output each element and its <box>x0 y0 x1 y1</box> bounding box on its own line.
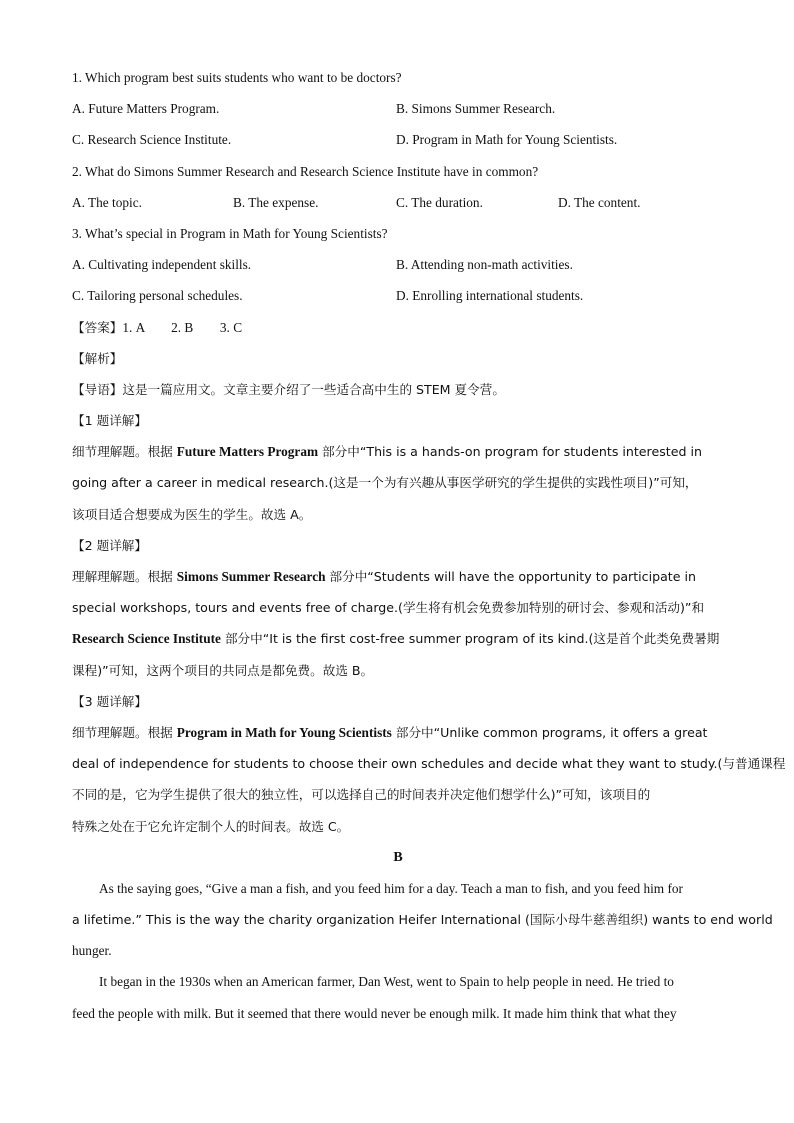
q1-detail-line-3: 该项目适合想要成为医生的学生。故选 A。 <box>72 506 312 522</box>
question-1-stem: 1. Which program best suits students who want to be doctors? <box>72 70 402 85</box>
q2-detail-line-1 <box>72 561 724 592</box>
question-3-option-d: D. Enrolling international students. <box>396 288 584 304</box>
q1-detail-line-1 <box>72 436 724 467</box>
q2-detail-line-4: 课程)”可知，这两个项目的共同点是都免费。故选 B。 <box>72 662 374 678</box>
q2-detail-line-2: special workshops, tours and events free of charge.(学生将有机会免费参加特别的研讨会、参观和活动)”和 <box>72 600 705 616</box>
question-2-stem: 2. What do Simons Summer Research and Research Science Institute have in common? <box>72 163 539 179</box>
answer-line <box>72 312 724 343</box>
q3-detail-quote: 部分中“Unlike common programs, it offers a great <box>391 724 708 740</box>
question-1-option-d: D. Program in Math for Young Scientists. <box>396 132 618 148</box>
passage-b-p1-line-3: hunger. <box>72 943 112 959</box>
analysis-tag: 【解析】 <box>72 350 123 366</box>
q2-detail-program-name-1: Simons Summer Research <box>176 569 326 584</box>
q3-detail-tag: 【3 题详解】 <box>72 693 147 709</box>
question-3-options-row-2 <box>72 280 724 311</box>
answer-tag: 【答案】 <box>72 319 123 335</box>
guide-tag: 【导语】 <box>72 381 123 397</box>
question-1-options-row-2 <box>72 124 724 155</box>
guide-text: 这是一篇应用文。文章主要介绍了一些适合高中生的 STEM 夏令营。 <box>122 381 505 397</box>
question-2-option-b: B. The expense. <box>233 194 319 210</box>
q3-detail-lead: 细节理解题。根据 <box>72 724 177 740</box>
passage-b-p2-line-2: feed the people with milk. But it seemed that there would never be enough milk. It made him think that what they <box>72 1005 677 1021</box>
question-1-option-a: A. Future Matters Program. <box>72 101 220 117</box>
q3-detail-line-3: 不同的是，它为学生提供了很大的独立性，可以选择自己的时间表并决定他们想学什么)”可知，该项目的 <box>72 787 651 803</box>
q1-detail-tag: 【1 题详解】 <box>72 413 147 429</box>
question-1-options-row-1 <box>72 93 724 124</box>
q2-detail-program-name-2: Research Science Institute <box>72 631 221 647</box>
passage-b-p2-line-1: It began in the 1930s when an American farmer, Dan West, went to Spain to help people in need. He tried to <box>99 974 674 990</box>
q2-detail-line-3 <box>72 623 724 654</box>
guide-line <box>72 374 724 405</box>
q1-detail-line-2: going after a career in medical research.(这是一个为有兴趣从事医学研究的学生提供的实践性项目)”可知， <box>72 475 698 491</box>
question-1-option-b: B. Simons Summer Research. <box>396 101 556 117</box>
q3-detail-program-name: Program in Math for Young Scientists <box>176 724 392 740</box>
question-3-stem: 3. What’s special in Program in Math for Young Scientists? <box>72 225 388 241</box>
q2-detail-lead: 理解理解题。根据 <box>72 569 177 584</box>
question-3-option-b: B. Attending non-math activities. <box>396 257 573 273</box>
q2-detail-tag: 【2 题详解】 <box>72 537 147 553</box>
q2-detail-quote-2: 部分中“It is the first cost-free summer program of its kind.(这是首个此类免费暑期 <box>220 631 720 647</box>
passage-b-p1-line-2: a lifetime.” This is the way the charity organization Heifer International (国际小母牛慈善组织) wants to end world <box>72 912 773 928</box>
q3-detail-line-1 <box>72 717 724 748</box>
section-b-heading: B <box>393 849 403 865</box>
q3-detail-line-2: deal of independence for students to choose their own schedules and decide what they want to study.(与普通课程 <box>72 756 786 772</box>
question-2-option-a: A. The topic. <box>72 194 142 210</box>
q2-detail-quote-1: 部分中“Students will have the opportunity to participate in <box>325 569 696 584</box>
question-2-options-row <box>72 187 724 218</box>
answer-text: 1. A 2. B 3. C <box>122 319 243 335</box>
q1-detail-lead: 细节理解题。根据 <box>72 444 177 460</box>
question-2-option-c: C. The duration. <box>396 194 483 210</box>
question-3-options-row-1 <box>72 249 724 280</box>
document-page <box>72 62 786 1029</box>
q1-detail-program-name: Future Matters Program <box>176 444 319 460</box>
q1-detail-quote: 部分中“This is a hands-on program for students interested in <box>318 444 702 460</box>
q3-detail-line-4: 特殊之处在于它允许定制个人的时间表。故选 C。 <box>72 818 350 834</box>
question-2-option-d: D. The content. <box>558 194 641 210</box>
question-3-option-a: A. Cultivating independent skills. <box>72 257 252 273</box>
question-1-option-c: C. Research Science Institute. <box>72 132 232 148</box>
passage-b-p1-line-1: As the saying goes, “Give a man a fish, and you feed him for a day. Teach a man to fish, and you feed him for <box>99 880 683 896</box>
question-3-option-c: C. Tailoring personal schedules. <box>72 288 243 304</box>
